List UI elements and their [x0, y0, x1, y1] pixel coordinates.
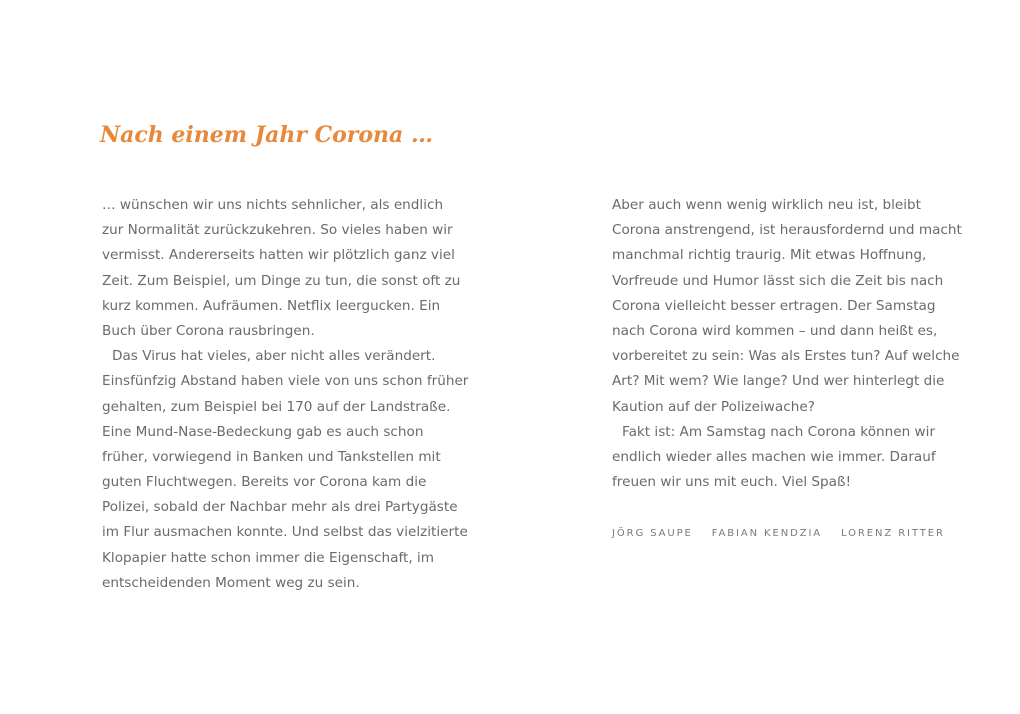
text-line: Art? Mit wem? Wie lange? Und wer hinterlegt die — [612, 373, 945, 390]
text-line: … wünschen wir uns nichts sehnlicher, als endlich — [102, 197, 444, 213]
text-line: Klopapier hatte schon immer die Eigenschaft, im — [102, 549, 434, 566]
text-line: früher, vorwiegend in Banken und Tankstellen mit — [102, 448, 441, 465]
text-line: manchmal richtig traurig. Mit etwas Hoffnung, — [612, 247, 927, 264]
text-line: zur Normalität zurückzukehren. So vieles haben wir — [102, 222, 453, 239]
text-column-right — [612, 193, 962, 495]
text-line: im Flur ausmachen konnte. Und selbst das vielzitierte — [102, 524, 468, 541]
text-line: Einsfünfzig Abstand haben viele von uns schon früher — [102, 373, 469, 390]
text-line: Buch über Corona rausbringen. — [102, 322, 315, 339]
text-line: guten Fluchtwegen. Bereits vor Corona kam die — [102, 474, 427, 491]
text-line: Zeit. Zum Beispiel, um Dinge zu tun, die sonst oft zu — [102, 272, 461, 289]
text-line: Fakt ist: Am Samstag nach Corona können wir — [622, 423, 936, 440]
text-line: nach Corona wird kommen – und dann heißt es, — [612, 322, 938, 339]
text-line: Corona anstrengend, ist herausfordernd und macht — [612, 222, 962, 239]
author-name: LORENZ RITTER — [841, 528, 945, 539]
text-line: kurz kommen. Aufräumen. Netflix leergucken. Ein — [102, 297, 441, 314]
author-list — [612, 526, 945, 542]
text-line: entscheidenden Moment weg zu sein. — [102, 574, 360, 591]
text-line: Vorfreude und Humor lässt sich die Zeit bis nach — [612, 272, 944, 289]
text-line: Corona vielleicht besser ertragen. Der Samstag — [612, 297, 936, 314]
page-title: Nach einem Jahr Corona … — [100, 122, 433, 148]
author-name: FABIAN KENDZIA — [711, 528, 823, 539]
text-line: Eine Mund-Nase-Bedeckung gab es auch schon — [102, 423, 424, 440]
author-name: JÖRG SAUPE — [612, 528, 693, 539]
text-line: vermisst. Andererseits hatten wir plötzlich ganz viel — [102, 247, 455, 264]
text-line: Kaution auf der Polizeiwache? — [612, 398, 815, 415]
text-line: Aber auch wenn wenig wirklich neu ist, bleibt — [612, 197, 921, 213]
text-line: gehalten, zum Beispiel bei 170 auf der Landstraße. — [102, 398, 451, 415]
text-column-left — [102, 193, 469, 596]
text-line: Polizei, sobald der Nachbar mehr als drei Partygäste — [102, 499, 458, 516]
text-line: Das Virus hat vieles, aber nicht alles verändert. — [112, 348, 436, 365]
text-line: freuen wir uns mit euch. Viel Spaß! — [612, 474, 852, 491]
text-line: endlich wieder alles machen wie immer. Darauf — [612, 448, 936, 465]
text-line: vorbereitet zu sein: Was als Erstes tun? Auf welche — [612, 348, 960, 365]
